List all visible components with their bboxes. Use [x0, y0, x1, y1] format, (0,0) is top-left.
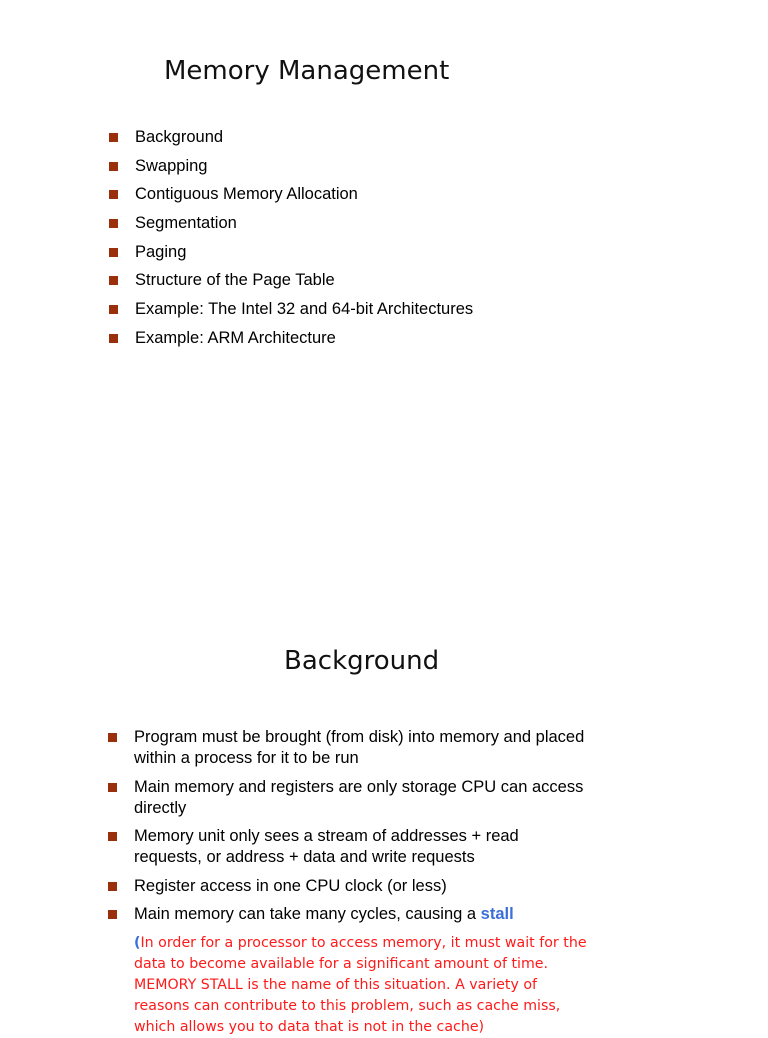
square-bullet-icon: [109, 190, 118, 199]
list-item-text: Swapping: [135, 156, 208, 175]
square-bullet-icon: [108, 882, 117, 891]
square-bullet-icon: [108, 733, 117, 742]
list-item: [108, 777, 588, 819]
list-item: [109, 328, 473, 357]
list-item: [108, 727, 588, 769]
background-points-list: [108, 727, 588, 933]
list-item-text: Contiguous Memory Allocation: [135, 185, 358, 204]
square-bullet-icon: [109, 276, 118, 285]
slide-title-background: Background: [284, 646, 440, 676]
square-bullet-icon: [109, 248, 118, 257]
list-item-text: Memory unit only sees a stream of addresses + read requests, or address + data and write requests: [134, 827, 519, 866]
list-item-text: Example: ARM Architecture: [135, 328, 336, 347]
note-text: In order for a processor to access memory, it must wait for the data to become available for a significant amount of time. MEMORY STALL is the name of this situation. A variety of reasons can contribute to this problem, such as cache miss, which allows you to data that is not in the cache): [134, 935, 587, 1035]
list-item-text: Register access in one CPU clock (or less): [134, 876, 447, 895]
list-item: [109, 184, 473, 213]
memory-stall-note: [134, 933, 594, 1038]
square-bullet-icon: [109, 334, 118, 343]
stall-highlight: stall: [480, 905, 514, 923]
square-bullet-icon: [108, 783, 117, 792]
list-item: [108, 876, 588, 897]
square-bullet-icon: [108, 910, 117, 919]
list-item: [109, 156, 473, 185]
slide-title-memory-management: Memory Management: [164, 56, 450, 86]
list-item-text: Segmentation: [135, 214, 237, 233]
list-item: [109, 270, 473, 299]
list-item: [108, 826, 588, 868]
square-bullet-icon: [109, 219, 118, 228]
square-bullet-icon: [108, 832, 117, 841]
square-bullet-icon: [109, 133, 118, 142]
square-bullet-icon: [109, 162, 118, 171]
list-item-text: Example: The Intel 32 and 64-bit Architectures: [135, 300, 474, 319]
list-item: [109, 242, 473, 271]
list-item: [109, 127, 473, 156]
topics-list: [109, 127, 473, 357]
list-item: [109, 299, 473, 328]
list-item-text: Paging: [135, 242, 187, 261]
list-item-text: Structure of the Page Table: [135, 271, 335, 290]
list-item-text: Main memory and registers are only storage CPU can access directly: [134, 777, 584, 817]
list-item: [108, 904, 588, 925]
note-open-paren: (: [134, 935, 141, 951]
list-item: [109, 213, 473, 242]
list-item-text: Program must be brought (from disk) into memory and placed within a process for it to be run: [134, 728, 585, 767]
list-item-text: Main memory can take many cycles, causing a: [134, 905, 477, 923]
list-item-text: Background: [135, 128, 224, 146]
square-bullet-icon: [109, 305, 118, 314]
